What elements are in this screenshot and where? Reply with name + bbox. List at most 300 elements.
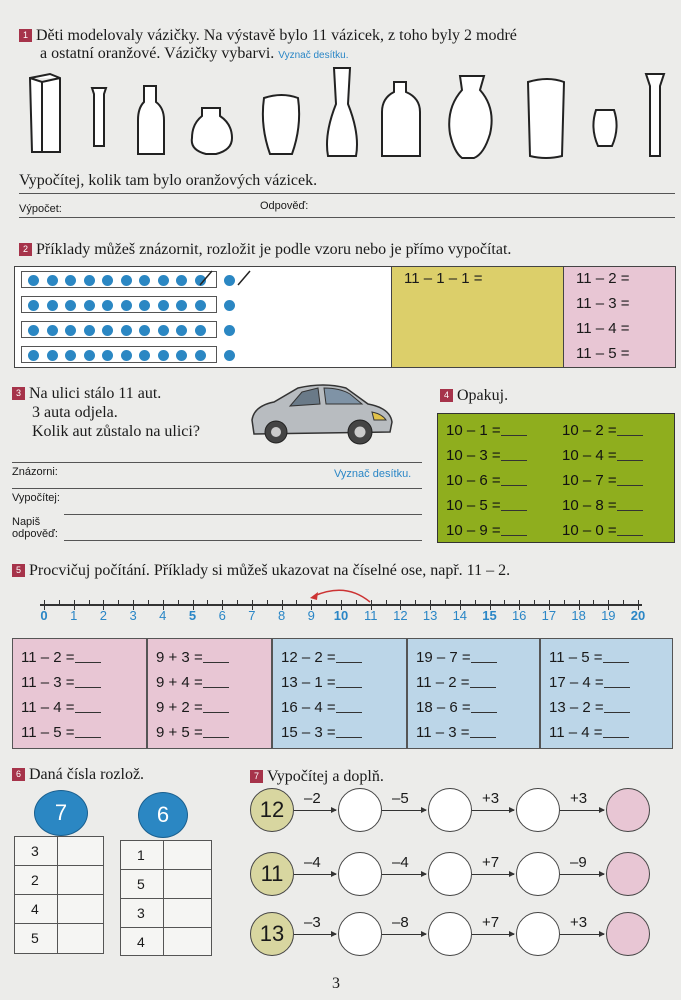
counter-dot (84, 350, 95, 361)
arrow-icon (294, 934, 336, 935)
task4-expr (446, 447, 527, 464)
counter-dot (28, 275, 39, 286)
task2-row (15, 317, 675, 342)
task7-answer-circle[interactable] (428, 912, 472, 956)
task3-answer-label1: Napiš (12, 516, 41, 528)
vase-1 (30, 74, 60, 152)
task1-text-2 (40, 44, 349, 65)
answer-blank[interactable] (604, 676, 630, 688)
answer-blank[interactable] (203, 651, 229, 663)
number-line-half-tick (564, 600, 565, 605)
task4-number: 4 (440, 389, 453, 402)
counter-dot (47, 275, 58, 286)
answer-blank[interactable] (617, 499, 643, 511)
task4-left-2: 10 – 6 = (446, 472, 501, 489)
task5-expr-text: 13 – 2 = (549, 699, 604, 716)
number-line-label: 16 (511, 608, 527, 623)
number-line-label: 12 (393, 608, 408, 623)
task6-circle-left-value: 7 (54, 800, 68, 825)
task7-operation: +3 (570, 790, 588, 807)
number-line-label: 11 (363, 608, 378, 623)
task7-operation: –4 (304, 854, 321, 871)
counter-dot (102, 325, 113, 336)
task3-line3: Kolik aut zůstalo na ulici? (32, 423, 200, 440)
task5-expr-text: 17 – 4 = (549, 674, 604, 691)
counter-dot (47, 350, 58, 361)
counter-dot (121, 325, 132, 336)
task1-line1: Děti modelovaly vázičky. Na výstavě bylo 11 vázicek, z toho byly 2 modré (36, 27, 517, 44)
counter-dot (158, 350, 169, 361)
answer-blank[interactable] (75, 676, 101, 688)
task6-number: 6 (12, 768, 25, 781)
arrow-icon (382, 934, 426, 935)
task6-right-value: 1 (137, 847, 145, 863)
task4-left-1: 10 – 3 = (446, 447, 501, 464)
task4-box (437, 413, 675, 543)
answer-blank[interactable] (336, 651, 362, 663)
counter-dot (102, 275, 113, 286)
arrow-icon (472, 934, 514, 935)
arrow-icon (294, 810, 336, 811)
task4-left-3: 10 – 5 = (446, 497, 501, 514)
task5-text (12, 561, 510, 580)
number-line-label: 13 (422, 608, 438, 623)
number-line-half-tick (207, 600, 208, 605)
task7-operation: +7 (482, 914, 500, 931)
number-line-half-tick (326, 600, 327, 605)
counter-dot (176, 300, 187, 311)
task3-answer-line[interactable] (64, 540, 422, 541)
task5-expr (416, 724, 496, 741)
task4-expr (446, 472, 527, 489)
dot-box (21, 321, 217, 338)
number-line-half-tick (148, 600, 149, 605)
task6-title (12, 765, 144, 784)
answer-blank[interactable] (336, 701, 362, 713)
task3-line2: 3 auta odjela. (32, 404, 118, 421)
number-line-half-tick (89, 600, 90, 605)
vase-10 (593, 110, 616, 146)
task4-right-4: 10 – 0 = (562, 522, 617, 539)
counter-dot (84, 300, 95, 311)
task5-expr (156, 699, 229, 716)
cross-out-mark (236, 269, 252, 287)
vase-3 (138, 86, 164, 154)
answer-blank[interactable] (203, 701, 229, 713)
task4-right-0: 10 – 2 = (562, 422, 617, 439)
task2-number: 2 (19, 243, 32, 256)
task5-expr (549, 699, 630, 716)
task7-answer-circle[interactable] (516, 852, 560, 896)
counter-dot (65, 350, 76, 361)
task7-answer-circle[interactable] (516, 912, 560, 956)
task5-expr (416, 674, 496, 691)
task4-expr (446, 497, 527, 514)
counter-dot (139, 275, 150, 286)
number-line-label: 1 (70, 608, 78, 623)
task4-right-1: 10 – 4 = (562, 447, 617, 464)
number-line-label: 19 (601, 608, 616, 623)
task7-operation: –4 (392, 854, 409, 871)
task4-expr (446, 522, 527, 539)
task7-result-circle[interactable] (606, 852, 650, 896)
task2-expr-right: 11 – 3 = (576, 295, 630, 312)
number-line-half-tick (178, 600, 179, 605)
counter-dot (158, 325, 169, 336)
answer-blank[interactable] (603, 726, 629, 738)
task5-column (407, 638, 540, 749)
number-line-half-tick (296, 600, 297, 605)
task5-expr-text: 11 – 2 = (416, 674, 470, 691)
counter-dot (158, 275, 169, 286)
task7-start-value: 12 (259, 797, 285, 822)
number-line-half-tick (386, 600, 387, 605)
number-line-half-tick (475, 600, 476, 605)
task2-answer-cell[interactable] (391, 292, 563, 317)
task3-answer-label2: odpověď: (12, 528, 58, 540)
vase-5 (263, 95, 299, 154)
task6-table-right (120, 840, 212, 956)
task2-row (15, 342, 675, 367)
counter-dot-extra (224, 275, 235, 286)
counter-dot (195, 300, 206, 311)
task6-circle-right-value: 6 (156, 802, 170, 827)
task1-answer-label: Odpověď: (260, 200, 309, 212)
task4-title-text: Opakuj. (457, 387, 509, 404)
task5-expr-text: 11 – 2 = (21, 649, 75, 666)
task5-expr (156, 649, 229, 666)
task5-expr-text: 15 – 3 = (281, 724, 336, 741)
task3-draw-label: Znázorni: (12, 466, 58, 478)
number-line-label: 9 (307, 608, 315, 623)
task1-number: 1 (19, 29, 32, 42)
task5-expr (281, 699, 362, 716)
task1-calc-label: Výpočet: (19, 203, 62, 215)
task3-draw-line[interactable] (12, 488, 422, 489)
counter-dot (158, 300, 169, 311)
number-line-label: 4 (159, 608, 167, 623)
counter-dot (176, 325, 187, 336)
task2-table (14, 266, 676, 368)
task4-left-0: 10 – 1 = (446, 422, 501, 439)
counter-dot-extra (224, 300, 235, 311)
task2-expr-right: 11 – 5 = (576, 345, 630, 362)
answer-blank[interactable] (617, 449, 643, 461)
task7-start-circle (250, 852, 294, 896)
task7-operation: –3 (304, 914, 321, 931)
answer-blank[interactable] (617, 474, 643, 486)
dot-box (21, 346, 217, 363)
task6-right-value: 4 (137, 934, 145, 950)
task5-instruction: Procvičuj počítání. Příklady si můžeš ukazovat na číselné ose, např. 11 – 2. (29, 562, 511, 579)
task7-start-value: 13 (259, 921, 285, 946)
answer-blank[interactable] (336, 676, 362, 688)
task7-title-text: Vypočítej a doplň. (267, 768, 384, 785)
counter-dot (139, 350, 150, 361)
answer-blank[interactable] (603, 651, 629, 663)
number-line-half-tick (593, 600, 594, 605)
counter-dot (121, 350, 132, 361)
task5-expr (549, 724, 629, 741)
number-line-half-tick (118, 600, 119, 605)
task6-circle-left (34, 790, 88, 836)
counter-dot (84, 275, 95, 286)
task6-table-left (14, 836, 104, 954)
counter-dot (47, 325, 58, 336)
task6-right-value: 5 (137, 876, 145, 892)
answer-blank[interactable] (75, 651, 101, 663)
task5-expr (281, 674, 362, 691)
task4-expr (562, 497, 643, 514)
cross-out-mark (198, 269, 214, 287)
task5-expr (21, 674, 101, 691)
counter-dot (139, 325, 150, 336)
task5-expr-text: 11 – 5 = (549, 649, 603, 666)
counter-dot (65, 300, 76, 311)
task1-text (19, 26, 679, 45)
task7-answer-circle[interactable] (428, 852, 472, 896)
number-line-half-tick (415, 600, 416, 605)
answer-blank[interactable] (604, 701, 630, 713)
counter-dot (28, 350, 39, 361)
number-line-label: 20 (630, 608, 646, 623)
vase-4 (192, 108, 232, 154)
answer-blank[interactable] (203, 726, 229, 738)
task7-result-circle[interactable] (606, 788, 650, 832)
task2-answer-cell[interactable] (391, 342, 563, 367)
dot-box (21, 296, 217, 313)
task7-operation: +7 (482, 854, 500, 871)
task7-operation: +3 (570, 914, 588, 931)
task5-expr-text: 11 – 3 = (416, 724, 470, 741)
task3-number: 3 (12, 387, 25, 400)
counter-dot (195, 350, 206, 361)
answer-blank[interactable] (501, 474, 527, 486)
dot-box (21, 271, 217, 288)
task5-expr (549, 674, 630, 691)
vase-2 (92, 88, 106, 146)
number-line-label: 3 (129, 608, 137, 623)
task7-answer-circle[interactable] (338, 852, 382, 896)
task4-right-2: 10 – 7 = (562, 472, 617, 489)
task5-expr-text: 16 – 4 = (281, 699, 336, 716)
arrow-icon (382, 874, 426, 875)
answer-blank[interactable] (501, 524, 527, 536)
task5-column (540, 638, 673, 749)
counter-dot (65, 325, 76, 336)
task3-line1: Na ulici stálo 11 aut. (29, 385, 162, 402)
task3-hint: Vyznač desítku. (334, 468, 412, 480)
task5-expr (21, 649, 101, 666)
number-line-label: 6 (218, 608, 226, 623)
task5-expr-text: 18 – 6 = (416, 699, 471, 716)
task7-start-value: 11 (260, 861, 284, 886)
task7-start-circle (250, 912, 294, 956)
counter-dot (47, 300, 58, 311)
number-line-half-tick (59, 600, 60, 605)
task5-expr-text: 11 – 4 = (549, 724, 603, 741)
counter-dot (121, 275, 132, 286)
task4-right-3: 10 – 8 = (562, 497, 617, 514)
task1-question-line (19, 193, 675, 194)
task5-expr (156, 674, 229, 691)
number-line-label: 8 (277, 608, 286, 623)
number-line-half-tick (356, 600, 357, 605)
task4-expr (446, 422, 527, 439)
task5-expr-text: 19 – 7 = (416, 649, 471, 666)
task3-calc-line[interactable] (64, 514, 422, 515)
task7-start-circle (250, 788, 294, 832)
task2-answer-cell[interactable] (391, 317, 563, 342)
arrow-icon (560, 874, 604, 875)
task3-calc-label: Vypočítej: (12, 492, 60, 504)
task3-draw-line-top (12, 462, 422, 463)
task2-expr-right: 11 – 2 = (576, 270, 630, 287)
number-line-half-tick (504, 600, 505, 605)
task4-title (440, 386, 508, 405)
arrow-icon (294, 874, 336, 875)
answer-blank[interactable] (336, 726, 362, 738)
task1-answer-line[interactable] (19, 217, 675, 218)
vases-illustration (20, 64, 670, 164)
task7-answer-circle[interactable] (338, 912, 382, 956)
counter-dot (102, 300, 113, 311)
task7-answer-circle[interactable] (516, 788, 560, 832)
counter-dot (121, 300, 132, 311)
vase-11 (646, 74, 664, 156)
task5-expr-text: 9 + 4 = (156, 674, 203, 691)
number-line-label: 18 (571, 608, 586, 623)
vase-6 (327, 68, 357, 156)
arrow-icon (560, 810, 604, 811)
task7-operation: –2 (304, 790, 321, 807)
task5-column (147, 638, 272, 749)
counter-dot (176, 275, 187, 286)
number-line-label: 0 (40, 608, 48, 623)
arrow-icon (560, 934, 604, 935)
number-line-half-tick (623, 600, 624, 605)
counter-dot (139, 300, 150, 311)
task6-right-value: 3 (137, 905, 145, 921)
counter-dot-extra (224, 325, 235, 336)
task6-left-value: 4 (31, 901, 39, 917)
task5-expr-text: 11 – 3 = (21, 674, 75, 691)
vase-7 (382, 82, 420, 156)
number-line-half-tick (267, 600, 268, 605)
answer-blank[interactable] (203, 676, 229, 688)
task5-expr-text: 11 – 4 = (21, 699, 75, 716)
task7-operation: +3 (482, 790, 500, 807)
counter-dot (28, 325, 39, 336)
task7-number: 7 (250, 770, 263, 783)
number-line-label: 14 (452, 608, 468, 623)
task5-expr-text: 9 + 2 = (156, 699, 203, 716)
answer-blank[interactable] (471, 701, 497, 713)
number-line-label: 5 (188, 608, 197, 623)
task7-title (250, 767, 384, 786)
task5-expr-text: 13 – 1 = (281, 674, 336, 691)
task5-expr (549, 649, 629, 666)
task2-text (19, 240, 511, 259)
task5-expr-text: 11 – 5 = (21, 724, 75, 741)
number-line-label: 10 (333, 608, 349, 623)
task6-left-value: 3 (31, 843, 39, 859)
task5-column (12, 638, 147, 749)
task7-result-circle[interactable] (606, 912, 650, 956)
task1-question: Vypočítej, kolik tam bylo oranžových vázicek. (19, 172, 318, 189)
task6-left-value: 2 (31, 872, 39, 888)
number-line-label: 2 (99, 608, 107, 623)
number-line-half-tick (534, 600, 535, 605)
vase-8 (449, 76, 491, 158)
task5-number: 5 (12, 564, 25, 577)
task2-row (15, 292, 675, 317)
task7-operation: –8 (392, 914, 409, 931)
answer-blank[interactable] (617, 424, 643, 436)
counter-dot (28, 300, 39, 311)
task1-hint: Vyznač desítku. (278, 50, 349, 61)
number-line-label: 15 (482, 608, 497, 623)
task4-left-4: 10 – 9 = (446, 522, 501, 539)
task5-expr (21, 699, 101, 716)
answer-blank[interactable] (75, 701, 101, 713)
task5-expr (416, 699, 497, 716)
task2-expr-mid: 11 – 1 – 1 = (404, 270, 483, 287)
car-illustration (246, 376, 396, 448)
task7-operation: –9 (570, 854, 587, 871)
answer-blank[interactable] (470, 726, 496, 738)
page-number: 3 (332, 975, 340, 992)
arrow-icon (472, 874, 514, 875)
answer-blank[interactable] (617, 524, 643, 536)
counter-dot (65, 275, 76, 286)
task5-expr (281, 724, 362, 741)
counter-dot (102, 350, 113, 361)
task3-text (12, 384, 200, 441)
task4-expr (562, 472, 643, 489)
arrow-icon (382, 810, 426, 811)
task6-title-text: Daná čísla rozlož. (29, 766, 145, 783)
task2-instruction: Příklady můžeš znázornit, rozložit je podle vzoru nebo je přímo vypočítat. (36, 241, 512, 258)
number-line-half-tick (237, 600, 238, 605)
task7-answer-circle[interactable] (338, 788, 382, 832)
task5-expr (21, 724, 101, 741)
counter-dot (84, 325, 95, 336)
task4-expr (562, 422, 643, 439)
task5-expr-text: 9 + 5 = (156, 724, 203, 741)
arrow-icon (472, 810, 514, 811)
counter-dot (195, 325, 206, 336)
task5-column (272, 638, 407, 749)
task7-answer-circle[interactable] (428, 788, 472, 832)
number-line-label: 7 (248, 608, 256, 623)
answer-blank[interactable] (501, 449, 527, 461)
task6-circle-right (138, 792, 188, 838)
answer-blank[interactable] (75, 726, 101, 738)
task2-expr-right: 11 – 4 = (576, 320, 630, 337)
number-line-label: 17 (541, 608, 557, 623)
answer-blank[interactable] (471, 651, 497, 663)
task7-operation: –5 (392, 790, 409, 807)
answer-blank[interactable] (501, 499, 527, 511)
task6-left-value: 5 (31, 930, 39, 946)
task5-expr-text: 12 – 2 = (281, 649, 336, 666)
counter-dot-extra (224, 350, 235, 361)
answer-blank[interactable] (470, 676, 496, 688)
answer-blank[interactable] (501, 424, 527, 436)
task2-row (15, 267, 675, 292)
task4-expr (562, 522, 643, 539)
